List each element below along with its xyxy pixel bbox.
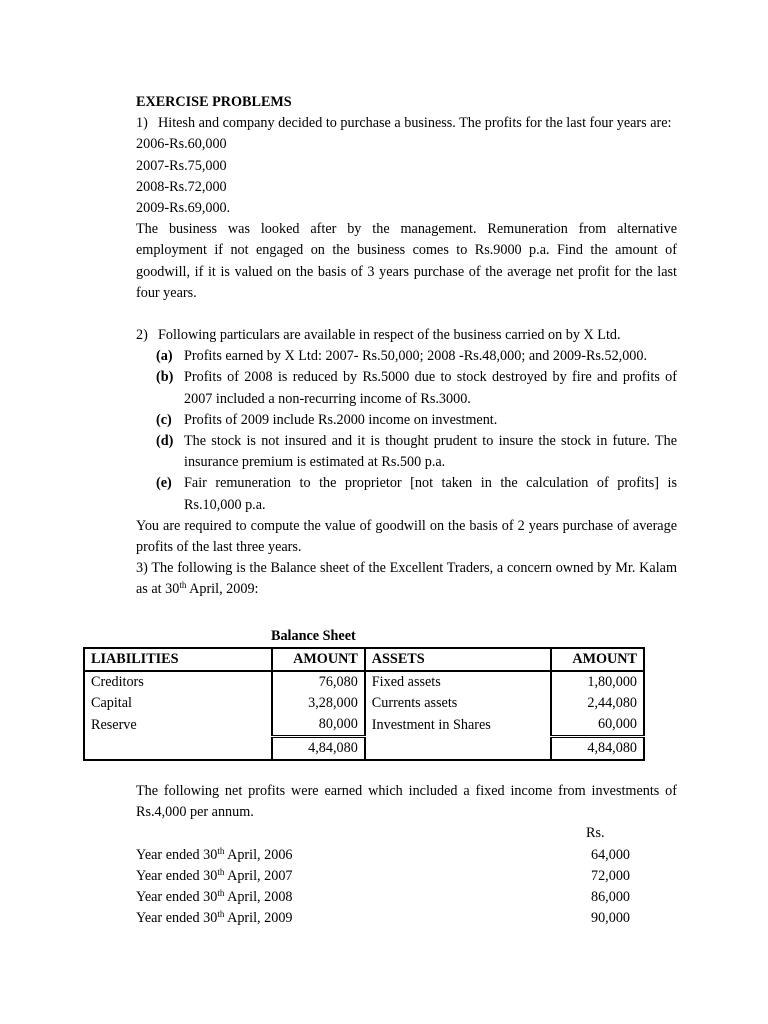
question-text-end: April, 2009: (186, 581, 259, 598)
sub-item (156, 473, 677, 515)
sub-item-label: (b) (156, 369, 174, 386)
question-2 (136, 325, 677, 346)
sub-item-label: (c) (156, 411, 172, 428)
profits-paragraph: The following net profits were earned which included a fixed income from investments of Rs.4,000 per annum. (136, 783, 677, 821)
page-title: EXERCISE PROBLEMS (136, 94, 292, 110)
ordinal-suffix: th (179, 580, 187, 591)
question-number: 1) (136, 115, 148, 132)
question-text: Following particulars are available in respect of the business carried on by X Ltd. (158, 327, 621, 344)
profit-value: 64,000 (590, 846, 630, 863)
column-header: AMOUNT (551, 648, 644, 671)
profit-value: 86,000 (590, 888, 630, 905)
sub-item-text: Fair remuneration to the proprietor [not taken in the calculation of profits] is Rs.10,000 p.a. (184, 475, 677, 513)
year-label: Year ended 30th April, 2008 (136, 887, 293, 905)
profit-row (136, 908, 677, 929)
question-text: Hitesh and company decided to purchase a business. The profits for the last four years are: (158, 115, 672, 132)
table-cell: Capital (84, 693, 272, 714)
table-cell: Reserve (84, 714, 272, 737)
table-cell: 3,28,000 (272, 693, 365, 714)
question-paragraph: You are required to compute the value of goodwill on the basis of 2 years purchase of average profits of the last three years. (136, 517, 677, 556)
sub-item-text: Profits of 2009 include Rs.2000 income on investment. (184, 411, 498, 428)
sub-item (156, 410, 677, 431)
table-cell (365, 737, 551, 761)
profit-row (136, 845, 677, 866)
profit-line: 2008-Rs.72,000 (136, 178, 227, 195)
balance-sheet-title: Balance Sheet (271, 628, 356, 644)
total-cell: 4,84,080 (272, 737, 365, 761)
profit-value: 72,000 (590, 867, 630, 884)
question-number: 3) (136, 560, 148, 577)
table-cell: 80,000 (272, 714, 365, 737)
table-cell: Fixed assets (365, 671, 551, 693)
document-body (136, 92, 677, 601)
currency-label: Rs. (586, 825, 605, 842)
currency-header (136, 823, 677, 844)
sub-item-text: Profits of 2008 is reduced by Rs.5000 due to stock destroyed by fire and profits of 2007 included a non-recurring income of Rs.3000. (184, 369, 677, 407)
table-total-row (84, 737, 644, 761)
column-header: LIABILITIES (84, 648, 272, 671)
question-text: The following is the Balance sheet of the Excellent Traders, a concern owned by Mr. Kalam as at 30 (136, 560, 677, 598)
table-cell: 60,000 (597, 716, 637, 732)
question-1 (136, 113, 677, 134)
profit-value: 90,000 (590, 910, 630, 927)
column-header: ASSETS (365, 648, 551, 671)
table-row (84, 693, 644, 714)
table-header-row (84, 648, 644, 671)
sub-item (156, 367, 677, 409)
year-label: Year ended 30th April, 2006 (136, 845, 293, 863)
profits-section (136, 781, 677, 929)
question-3 (136, 558, 677, 600)
table-cell: 2,44,080 (587, 695, 637, 711)
sub-item-label: (d) (156, 433, 174, 450)
balance-sheet-table (83, 647, 645, 761)
sub-item-text: Profits earned by X Ltd: 2007- Rs.50,000; 2008 -Rs.48,000; and 2009-Rs.52,000. (184, 348, 648, 365)
table-cell: 1,80,000 (587, 674, 637, 690)
year-label: Year ended 30th April, 2009 (136, 909, 293, 927)
table-cell: Currents assets (365, 693, 551, 714)
question-paragraph: The business was looked after by the management. Remuneration from alternative employment if not engaged on the business comes to Rs.9000 p.a. Find the amount of goodwill, if it is valued on the basis of 3 years purchase of the average net profit for the last four years. (136, 221, 677, 301)
table-cell: 76,080 (272, 671, 365, 693)
question-number: 2) (136, 327, 148, 344)
profit-line: 2006-Rs.60,000 (136, 136, 227, 153)
table-row (84, 714, 644, 737)
total-cell: 4,84,080 (551, 737, 644, 761)
sub-item-label: (a) (156, 348, 173, 365)
table-cell (84, 737, 272, 761)
year-label: Year ended 30th April, 2007 (136, 866, 293, 884)
profit-line: 2007-Rs.75,000 (136, 157, 227, 174)
sub-item (156, 431, 677, 473)
profit-row (136, 887, 677, 908)
table-row (84, 671, 644, 693)
sub-item (156, 346, 677, 367)
sub-item-label: (e) (156, 475, 172, 492)
profit-row (136, 866, 677, 887)
table-cell: Investment in Shares (365, 714, 551, 737)
sub-item-text: The stock is not insured and it is thought prudent to insure the stock in future. The insurance premium is estimated at Rs.500 p.a. (184, 433, 677, 471)
table-cell: Creditors (84, 671, 272, 693)
column-header: AMOUNT (272, 648, 365, 671)
profit-line: 2009-Rs.69,000. (136, 200, 231, 217)
